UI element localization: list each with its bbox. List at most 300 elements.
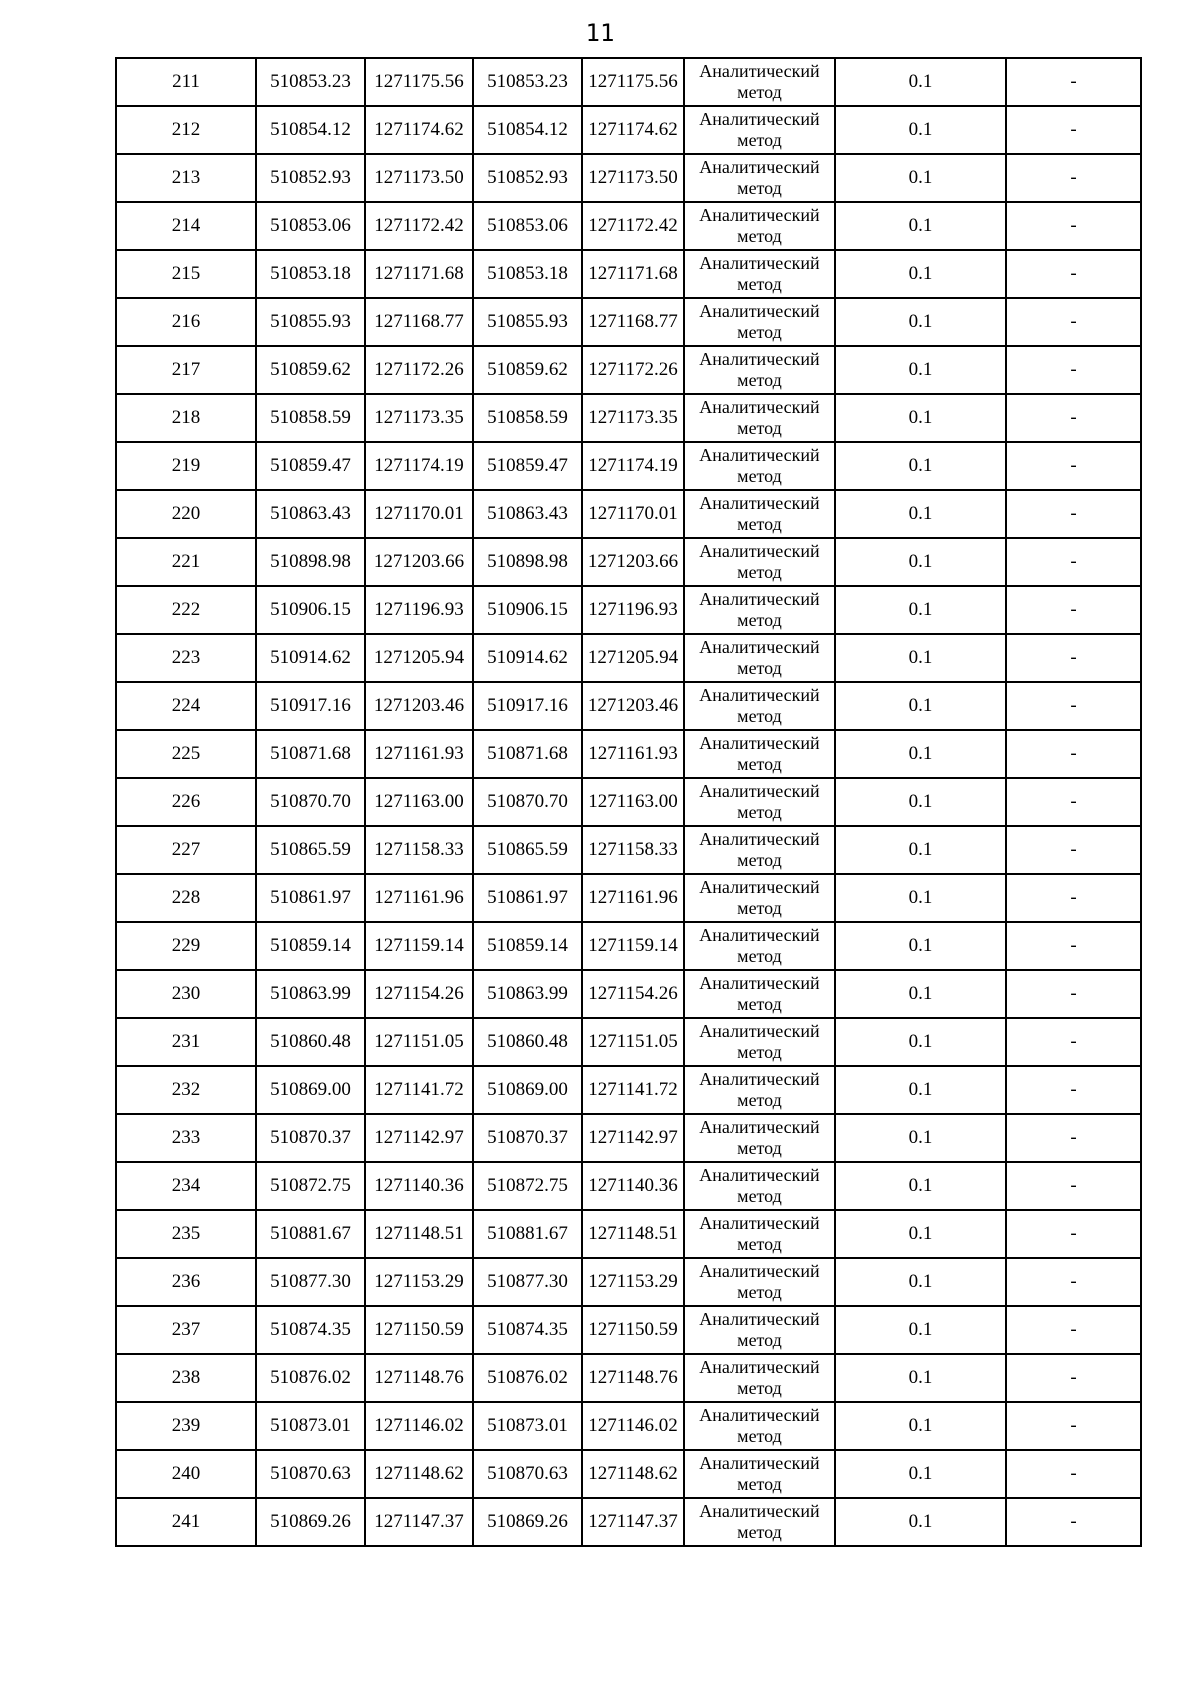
- accuracy-cell: 0.1: [835, 1210, 1006, 1258]
- point-number-cell: 213: [116, 154, 256, 202]
- method-line-1: Аналитический: [699, 253, 820, 273]
- note-cell: -: [1006, 730, 1141, 778]
- method-cell: [684, 202, 835, 250]
- method-line-2: метод: [737, 178, 782, 198]
- x-coordinate-1-cell: 510865.59: [256, 826, 365, 874]
- table-row: [116, 970, 1141, 1018]
- y-coordinate-1-cell: 1271174.62: [365, 106, 473, 154]
- accuracy-cell: 0.1: [835, 1402, 1006, 1450]
- method-cell: [684, 490, 835, 538]
- point-number-cell: 230: [116, 970, 256, 1018]
- note-cell: -: [1006, 250, 1141, 298]
- note-cell: -: [1006, 1258, 1141, 1306]
- table-row: [116, 826, 1141, 874]
- note-cell: -: [1006, 874, 1141, 922]
- method-line-2: метод: [737, 1426, 782, 1446]
- note-cell: -: [1006, 1450, 1141, 1498]
- note-cell: -: [1006, 970, 1141, 1018]
- x-coordinate-1-cell: 510861.97: [256, 874, 365, 922]
- method-line-2: метод: [737, 562, 782, 582]
- method-line-1: Аналитический: [699, 61, 820, 81]
- accuracy-cell: 0.1: [835, 634, 1006, 682]
- method-line-1: Аналитический: [699, 397, 820, 417]
- note-cell: -: [1006, 106, 1141, 154]
- y-coordinate-1-cell: 1271154.26: [365, 970, 473, 1018]
- method-line-1: Аналитический: [699, 1261, 820, 1281]
- method-line-2: метод: [737, 1378, 782, 1398]
- method-line-1: Аналитический: [699, 1357, 820, 1377]
- method-cell: [684, 1066, 835, 1114]
- x-coordinate-1-cell: 510914.62: [256, 634, 365, 682]
- accuracy-cell: 0.1: [835, 346, 1006, 394]
- x-coordinate-1-cell: 510859.47: [256, 442, 365, 490]
- method-line-1: Аналитический: [699, 1453, 820, 1473]
- method-line-2: метод: [737, 850, 782, 870]
- note-cell: -: [1006, 1354, 1141, 1402]
- note-cell: -: [1006, 154, 1141, 202]
- method-line-1: Аналитический: [699, 829, 820, 849]
- coordinates-table: [115, 57, 1142, 1547]
- method-cell: [684, 634, 835, 682]
- note-cell: -: [1006, 1114, 1141, 1162]
- accuracy-cell: 0.1: [835, 538, 1006, 586]
- accuracy-cell: 0.1: [835, 394, 1006, 442]
- x-coordinate-2-cell: 510869.26: [473, 1498, 582, 1546]
- note-cell: -: [1006, 1162, 1141, 1210]
- method-line-2: метод: [737, 658, 782, 678]
- table-row: [116, 1258, 1141, 1306]
- x-coordinate-1-cell: 510917.16: [256, 682, 365, 730]
- accuracy-cell: 0.1: [835, 1018, 1006, 1066]
- y-coordinate-1-cell: 1271163.00: [365, 778, 473, 826]
- note-cell: -: [1006, 298, 1141, 346]
- y-coordinate-1-cell: 1271203.46: [365, 682, 473, 730]
- point-number-cell: 240: [116, 1450, 256, 1498]
- method-cell: [684, 1210, 835, 1258]
- y-coordinate-2-cell: 1271150.59: [582, 1306, 684, 1354]
- method-line-1: Аналитический: [699, 637, 820, 657]
- point-number-cell: 232: [116, 1066, 256, 1114]
- method-line-1: Аналитический: [699, 1405, 820, 1425]
- y-coordinate-2-cell: 1271173.35: [582, 394, 684, 442]
- note-cell: -: [1006, 1210, 1141, 1258]
- table-row: [116, 154, 1141, 202]
- y-coordinate-2-cell: 1271203.66: [582, 538, 684, 586]
- accuracy-cell: 0.1: [835, 1498, 1006, 1546]
- y-coordinate-1-cell: 1271171.68: [365, 250, 473, 298]
- x-coordinate-1-cell: 510874.35: [256, 1306, 365, 1354]
- accuracy-cell: 0.1: [835, 874, 1006, 922]
- x-coordinate-1-cell: 510869.26: [256, 1498, 365, 1546]
- method-line-1: Аналитический: [699, 1501, 820, 1521]
- note-cell: -: [1006, 1498, 1141, 1546]
- y-coordinate-2-cell: 1271175.56: [582, 58, 684, 106]
- method-line-2: метод: [737, 706, 782, 726]
- y-coordinate-1-cell: 1271173.50: [365, 154, 473, 202]
- note-cell: -: [1006, 1066, 1141, 1114]
- point-number-cell: 241: [116, 1498, 256, 1546]
- point-number-cell: 238: [116, 1354, 256, 1402]
- y-coordinate-1-cell: 1271141.72: [365, 1066, 473, 1114]
- y-coordinate-2-cell: 1271142.97: [582, 1114, 684, 1162]
- y-coordinate-1-cell: 1271153.29: [365, 1258, 473, 1306]
- x-coordinate-2-cell: 510859.14: [473, 922, 582, 970]
- method-cell: [684, 58, 835, 106]
- method-line-2: метод: [737, 610, 782, 630]
- method-cell: [684, 778, 835, 826]
- x-coordinate-1-cell: 510869.00: [256, 1066, 365, 1114]
- method-line-2: метод: [737, 418, 782, 438]
- method-line-1: Аналитический: [699, 157, 820, 177]
- point-number-cell: 223: [116, 634, 256, 682]
- y-coordinate-2-cell: 1271174.62: [582, 106, 684, 154]
- accuracy-cell: 0.1: [835, 1114, 1006, 1162]
- point-number-cell: 233: [116, 1114, 256, 1162]
- table-row: [116, 586, 1141, 634]
- table-row: [116, 730, 1141, 778]
- x-coordinate-1-cell: 510863.43: [256, 490, 365, 538]
- method-cell: [684, 1450, 835, 1498]
- point-number-cell: 215: [116, 250, 256, 298]
- point-number-cell: 216: [116, 298, 256, 346]
- x-coordinate-2-cell: 510861.97: [473, 874, 582, 922]
- point-number-cell: 221: [116, 538, 256, 586]
- accuracy-cell: 0.1: [835, 1162, 1006, 1210]
- y-coordinate-1-cell: 1271173.35: [365, 394, 473, 442]
- point-number-cell: 229: [116, 922, 256, 970]
- point-number-cell: 217: [116, 346, 256, 394]
- accuracy-cell: 0.1: [835, 1450, 1006, 1498]
- y-coordinate-2-cell: 1271172.26: [582, 346, 684, 394]
- method-cell: [684, 1402, 835, 1450]
- method-line-2: метод: [737, 1042, 782, 1062]
- note-cell: -: [1006, 346, 1141, 394]
- accuracy-cell: 0.1: [835, 778, 1006, 826]
- point-number-cell: 234: [116, 1162, 256, 1210]
- accuracy-cell: 0.1: [835, 826, 1006, 874]
- accuracy-cell: 0.1: [835, 106, 1006, 154]
- x-coordinate-2-cell: 510859.62: [473, 346, 582, 394]
- x-coordinate-1-cell: 510898.98: [256, 538, 365, 586]
- x-coordinate-2-cell: 510872.75: [473, 1162, 582, 1210]
- note-cell: -: [1006, 634, 1141, 682]
- table-row: [116, 1498, 1141, 1546]
- accuracy-cell: 0.1: [835, 154, 1006, 202]
- table-row: [116, 346, 1141, 394]
- y-coordinate-1-cell: 1271196.93: [365, 586, 473, 634]
- method-cell: [684, 1306, 835, 1354]
- table-row: [116, 1162, 1141, 1210]
- method-line-2: метод: [737, 1282, 782, 1302]
- y-coordinate-2-cell: 1271203.46: [582, 682, 684, 730]
- table-row: [116, 1066, 1141, 1114]
- table-row: [116, 1018, 1141, 1066]
- y-coordinate-1-cell: 1271142.97: [365, 1114, 473, 1162]
- point-number-cell: 236: [116, 1258, 256, 1306]
- table-body: [116, 58, 1141, 1546]
- x-coordinate-1-cell: 510855.93: [256, 298, 365, 346]
- x-coordinate-1-cell: 510881.67: [256, 1210, 365, 1258]
- method-line-1: Аналитический: [699, 733, 820, 753]
- x-coordinate-1-cell: 510871.68: [256, 730, 365, 778]
- method-line-1: Аналитический: [699, 541, 820, 561]
- method-cell: [684, 250, 835, 298]
- table-row: [116, 778, 1141, 826]
- x-coordinate-2-cell: 510855.93: [473, 298, 582, 346]
- accuracy-cell: 0.1: [835, 730, 1006, 778]
- method-line-1: Аналитический: [699, 1021, 820, 1041]
- x-coordinate-2-cell: 510853.23: [473, 58, 582, 106]
- accuracy-cell: 0.1: [835, 922, 1006, 970]
- y-coordinate-1-cell: 1271151.05: [365, 1018, 473, 1066]
- y-coordinate-2-cell: 1271148.62: [582, 1450, 684, 1498]
- note-cell: -: [1006, 922, 1141, 970]
- method-line-2: метод: [737, 466, 782, 486]
- note-cell: -: [1006, 58, 1141, 106]
- point-number-cell: 237: [116, 1306, 256, 1354]
- y-coordinate-2-cell: 1271151.05: [582, 1018, 684, 1066]
- method-cell: [684, 970, 835, 1018]
- x-coordinate-2-cell: 510917.16: [473, 682, 582, 730]
- accuracy-cell: 0.1: [835, 586, 1006, 634]
- method-cell: [684, 922, 835, 970]
- y-coordinate-2-cell: 1271146.02: [582, 1402, 684, 1450]
- x-coordinate-2-cell: 510874.35: [473, 1306, 582, 1354]
- x-coordinate-2-cell: 510914.62: [473, 634, 582, 682]
- y-coordinate-1-cell: 1271161.96: [365, 874, 473, 922]
- method-line-2: метод: [737, 514, 782, 534]
- x-coordinate-2-cell: 510865.59: [473, 826, 582, 874]
- method-cell: [684, 1162, 835, 1210]
- note-cell: -: [1006, 682, 1141, 730]
- method-line-1: Аналитический: [699, 781, 820, 801]
- x-coordinate-2-cell: 510876.02: [473, 1354, 582, 1402]
- table-row: [116, 874, 1141, 922]
- accuracy-cell: 0.1: [835, 250, 1006, 298]
- method-line-1: Аналитический: [699, 1309, 820, 1329]
- method-line-2: метод: [737, 82, 782, 102]
- method-line-1: Аналитический: [699, 445, 820, 465]
- method-line-1: Аналитический: [699, 205, 820, 225]
- point-number-cell: 220: [116, 490, 256, 538]
- table-row: [116, 490, 1141, 538]
- table-row: [116, 538, 1141, 586]
- accuracy-cell: 0.1: [835, 202, 1006, 250]
- x-coordinate-2-cell: 510871.68: [473, 730, 582, 778]
- method-cell: [684, 1354, 835, 1402]
- x-coordinate-2-cell: 510870.70: [473, 778, 582, 826]
- x-coordinate-1-cell: 510853.18: [256, 250, 365, 298]
- table-row: [116, 682, 1141, 730]
- method-cell: [684, 346, 835, 394]
- y-coordinate-1-cell: 1271158.33: [365, 826, 473, 874]
- y-coordinate-2-cell: 1271161.93: [582, 730, 684, 778]
- method-cell: [684, 394, 835, 442]
- point-number-cell: 225: [116, 730, 256, 778]
- y-coordinate-2-cell: 1271153.29: [582, 1258, 684, 1306]
- y-coordinate-2-cell: 1271196.93: [582, 586, 684, 634]
- accuracy-cell: 0.1: [835, 490, 1006, 538]
- point-number-cell: 222: [116, 586, 256, 634]
- accuracy-cell: 0.1: [835, 1066, 1006, 1114]
- method-line-2: метод: [737, 754, 782, 774]
- y-coordinate-1-cell: 1271140.36: [365, 1162, 473, 1210]
- y-coordinate-1-cell: 1271175.56: [365, 58, 473, 106]
- y-coordinate-1-cell: 1271148.76: [365, 1354, 473, 1402]
- x-coordinate-1-cell: 510859.62: [256, 346, 365, 394]
- note-cell: -: [1006, 778, 1141, 826]
- x-coordinate-1-cell: 510877.30: [256, 1258, 365, 1306]
- x-coordinate-2-cell: 510853.06: [473, 202, 582, 250]
- method-line-2: метод: [737, 1330, 782, 1350]
- method-line-2: метод: [737, 1186, 782, 1206]
- table-row: [116, 1306, 1141, 1354]
- accuracy-cell: 0.1: [835, 442, 1006, 490]
- method-line-2: метод: [737, 1234, 782, 1254]
- page-number: 11: [585, 19, 615, 47]
- method-line-2: метод: [737, 898, 782, 918]
- y-coordinate-2-cell: 1271170.01: [582, 490, 684, 538]
- method-line-2: метод: [737, 802, 782, 822]
- method-line-2: метод: [737, 1474, 782, 1494]
- method-line-2: метод: [737, 1090, 782, 1110]
- x-coordinate-1-cell: 510870.70: [256, 778, 365, 826]
- y-coordinate-1-cell: 1271203.66: [365, 538, 473, 586]
- note-cell: -: [1006, 490, 1141, 538]
- table-row: [116, 1114, 1141, 1162]
- table-row: [116, 634, 1141, 682]
- method-line-2: метод: [737, 1138, 782, 1158]
- y-coordinate-1-cell: 1271170.01: [365, 490, 473, 538]
- y-coordinate-2-cell: 1271173.50: [582, 154, 684, 202]
- method-line-2: метод: [737, 274, 782, 294]
- method-line-1: Аналитический: [699, 973, 820, 993]
- method-line-1: Аналитический: [699, 685, 820, 705]
- x-coordinate-2-cell: 510877.30: [473, 1258, 582, 1306]
- accuracy-cell: 0.1: [835, 58, 1006, 106]
- method-line-2: метод: [737, 994, 782, 1014]
- point-number-cell: 239: [116, 1402, 256, 1450]
- note-cell: -: [1006, 394, 1141, 442]
- y-coordinate-1-cell: 1271172.42: [365, 202, 473, 250]
- method-cell: [684, 1114, 835, 1162]
- method-line-1: Аналитический: [699, 925, 820, 945]
- note-cell: -: [1006, 1018, 1141, 1066]
- x-coordinate-2-cell: 510859.47: [473, 442, 582, 490]
- x-coordinate-2-cell: 510860.48: [473, 1018, 582, 1066]
- method-cell: [684, 586, 835, 634]
- point-number-cell: 226: [116, 778, 256, 826]
- x-coordinate-1-cell: 510858.59: [256, 394, 365, 442]
- x-coordinate-1-cell: 510863.99: [256, 970, 365, 1018]
- x-coordinate-2-cell: 510873.01: [473, 1402, 582, 1450]
- point-number-cell: 219: [116, 442, 256, 490]
- method-line-2: метод: [737, 1522, 782, 1542]
- accuracy-cell: 0.1: [835, 1354, 1006, 1402]
- method-cell: [684, 682, 835, 730]
- x-coordinate-2-cell: 510863.99: [473, 970, 582, 1018]
- table-row: [116, 1402, 1141, 1450]
- y-coordinate-1-cell: 1271159.14: [365, 922, 473, 970]
- method-line-2: метод: [737, 226, 782, 246]
- accuracy-cell: 0.1: [835, 1306, 1006, 1354]
- note-cell: -: [1006, 826, 1141, 874]
- y-coordinate-2-cell: 1271148.76: [582, 1354, 684, 1402]
- note-cell: -: [1006, 538, 1141, 586]
- x-coordinate-1-cell: 510853.23: [256, 58, 365, 106]
- y-coordinate-2-cell: 1271168.77: [582, 298, 684, 346]
- x-coordinate-2-cell: 510906.15: [473, 586, 582, 634]
- x-coordinate-2-cell: 510870.63: [473, 1450, 582, 1498]
- method-line-2: метод: [737, 370, 782, 390]
- method-cell: [684, 538, 835, 586]
- x-coordinate-1-cell: 510854.12: [256, 106, 365, 154]
- point-number-cell: 224: [116, 682, 256, 730]
- table-row: [116, 922, 1141, 970]
- table-row: [116, 442, 1141, 490]
- note-cell: -: [1006, 1306, 1141, 1354]
- note-cell: -: [1006, 442, 1141, 490]
- x-coordinate-2-cell: 510863.43: [473, 490, 582, 538]
- method-cell: [684, 1498, 835, 1546]
- y-coordinate-2-cell: 1271172.42: [582, 202, 684, 250]
- point-number-cell: 227: [116, 826, 256, 874]
- x-coordinate-1-cell: 510853.06: [256, 202, 365, 250]
- accuracy-cell: 0.1: [835, 682, 1006, 730]
- y-coordinate-1-cell: 1271148.62: [365, 1450, 473, 1498]
- method-line-1: Аналитический: [699, 1213, 820, 1233]
- x-coordinate-2-cell: 510858.59: [473, 394, 582, 442]
- method-line-1: Аналитический: [699, 493, 820, 513]
- y-coordinate-2-cell: 1271158.33: [582, 826, 684, 874]
- table-row: [116, 394, 1141, 442]
- method-cell: [684, 154, 835, 202]
- table-row: [116, 250, 1141, 298]
- method-cell: [684, 106, 835, 154]
- y-coordinate-1-cell: 1271161.93: [365, 730, 473, 778]
- x-coordinate-1-cell: 510876.02: [256, 1354, 365, 1402]
- method-line-2: метод: [737, 322, 782, 342]
- method-cell: [684, 730, 835, 778]
- y-coordinate-2-cell: 1271147.37: [582, 1498, 684, 1546]
- x-coordinate-1-cell: 510859.14: [256, 922, 365, 970]
- y-coordinate-1-cell: 1271146.02: [365, 1402, 473, 1450]
- method-cell: [684, 1258, 835, 1306]
- y-coordinate-1-cell: 1271174.19: [365, 442, 473, 490]
- method-line-1: Аналитический: [699, 1069, 820, 1089]
- method-line-1: Аналитический: [699, 877, 820, 897]
- method-cell: [684, 298, 835, 346]
- accuracy-cell: 0.1: [835, 1258, 1006, 1306]
- y-coordinate-2-cell: 1271205.94: [582, 634, 684, 682]
- y-coordinate-1-cell: 1271205.94: [365, 634, 473, 682]
- table-row: [116, 202, 1141, 250]
- table-row: [116, 1450, 1141, 1498]
- point-number-cell: 231: [116, 1018, 256, 1066]
- table-row: [116, 58, 1141, 106]
- y-coordinate-1-cell: 1271148.51: [365, 1210, 473, 1258]
- method-cell: [684, 874, 835, 922]
- table-row: [116, 1210, 1141, 1258]
- x-coordinate-2-cell: 510898.98: [473, 538, 582, 586]
- accuracy-cell: 0.1: [835, 970, 1006, 1018]
- point-number-cell: 228: [116, 874, 256, 922]
- y-coordinate-1-cell: 1271147.37: [365, 1498, 473, 1546]
- y-coordinate-2-cell: 1271163.00: [582, 778, 684, 826]
- x-coordinate-2-cell: 510852.93: [473, 154, 582, 202]
- x-coordinate-1-cell: 510906.15: [256, 586, 365, 634]
- note-cell: -: [1006, 202, 1141, 250]
